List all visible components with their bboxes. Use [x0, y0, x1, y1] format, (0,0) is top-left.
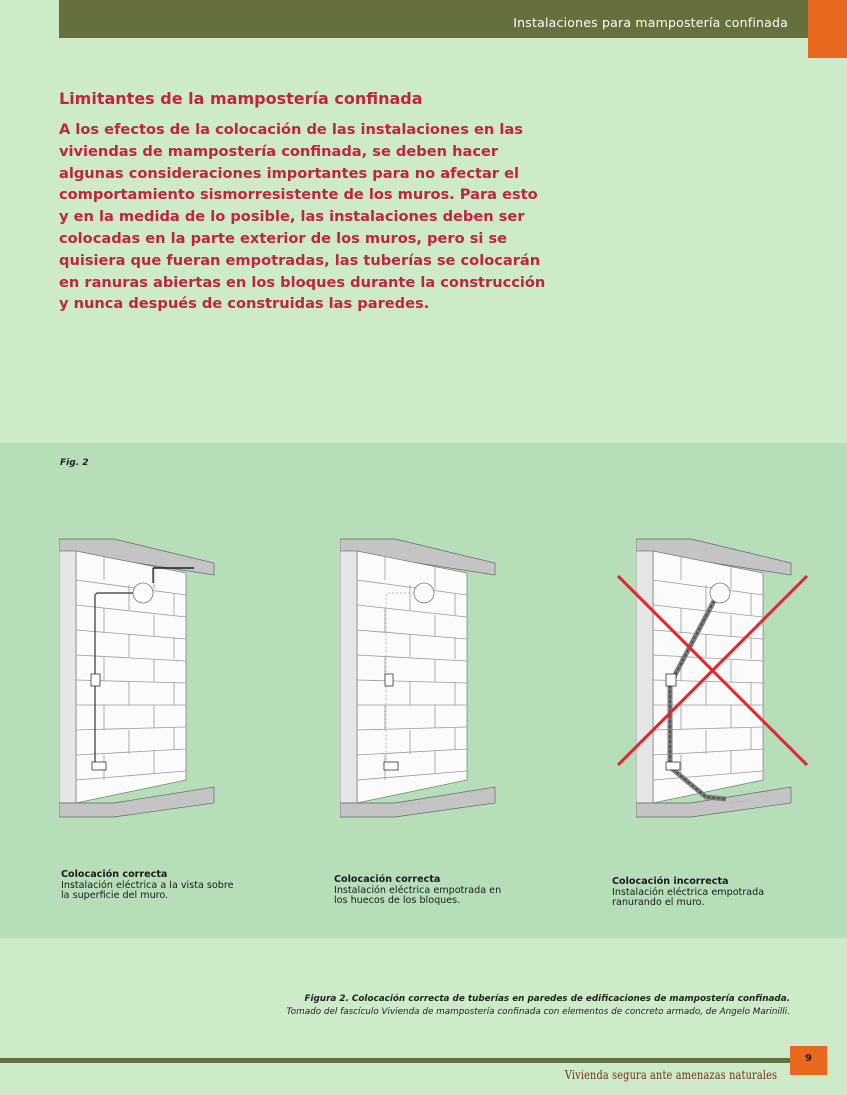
panel-caption-embedded [334, 875, 554, 906]
footer-rule [0, 1058, 790, 1063]
panel-caption-title: Colocación correcta [334, 874, 441, 885]
wall-illustration-exposed [59, 535, 219, 825]
incorrect-cross-icon [612, 570, 812, 770]
panel-caption-description: Instalación eléctrica a la vista sobre la superficie del muro. [61, 880, 234, 901]
panel-caption-description: Instalación eléctrica empotrada en los huecos de los bloques. [334, 885, 502, 906]
header-bar [59, 0, 828, 38]
figure-caption-title: Figura 2. Colocación correcta de tuberías en paredes de edificaciones de mampostería confinada. [304, 994, 790, 1004]
figure-caption-source: Tomado del fascículo Vivienda de mampostería confinada con elementos de concreto armado, de Angelo Marinilli. [286, 1007, 790, 1017]
wall-illustration-embedded [340, 535, 500, 825]
page-number: 9 [790, 1046, 827, 1075]
intro-paragraph: A los efectos de la colocación de las instalaciones en las viviendas de mampostería confinada, se deben hacer algunas consideraciones importantes para no afectar el comportamiento sismorresistente de los muros. Para esto y en la medida de lo posible, las instalaciones deben ser colocadas en la parte exterior de los muros, pero si se quisiera que fueran empotradas, las tuberías se colocarán en ranuras abiertas en los bloques durante la construcción y nunca después de construidas las paredes. [59, 121, 546, 313]
panel-caption-exposed [61, 870, 281, 901]
header-accent-tab [808, 0, 847, 58]
panel-caption-title: Colocación incorrecta [612, 876, 729, 887]
panel-caption-description: Instalación eléctrica empotrada ranurando el muro. [612, 887, 765, 908]
panel-caption-title: Colocación correcta [61, 869, 168, 880]
running-header: Instalaciones para mampostería confinada [513, 15, 788, 30]
figure-label: Fig. 2 [60, 458, 89, 468]
figure-caption [286, 993, 790, 1019]
panel-caption-grooved [612, 877, 832, 908]
footer-publication-title: Vivienda segura ante amenazas naturales [564, 1067, 777, 1082]
section-title: Limitantes de la mampostería confinada [59, 89, 423, 108]
